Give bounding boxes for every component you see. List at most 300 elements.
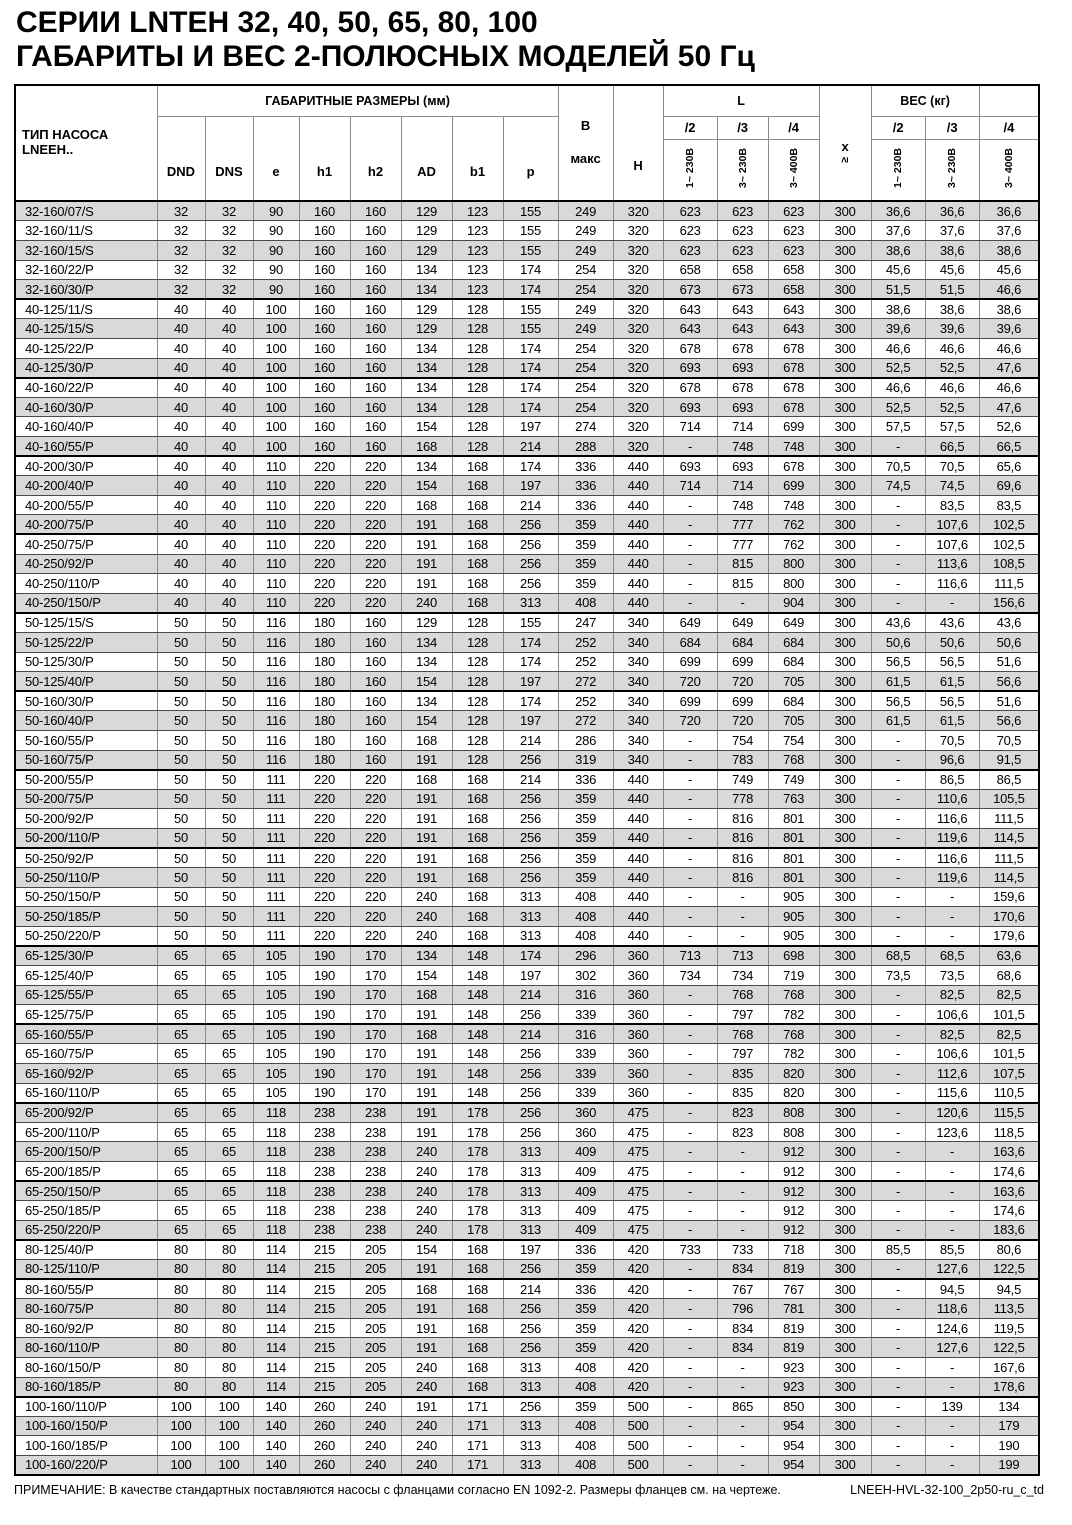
value-cell: 313 (503, 1357, 558, 1377)
value-cell: 50 (205, 770, 253, 790)
value-cell: 127,6 (925, 1338, 979, 1358)
value-cell: 313 (503, 1436, 558, 1456)
value-cell: 238 (299, 1122, 350, 1142)
value-cell: 249 (558, 221, 613, 241)
value-cell: - (871, 1318, 925, 1338)
value-cell: 116 (253, 632, 299, 652)
value-cell: 128 (452, 299, 503, 319)
value-cell: 65 (205, 1122, 253, 1142)
value-cell: 300 (819, 358, 871, 378)
value-cell: 128 (452, 652, 503, 672)
value-cell: 190 (299, 1083, 350, 1103)
table-row (15, 887, 1039, 907)
value-cell: - (663, 789, 717, 809)
value-cell: 114 (253, 1377, 299, 1397)
value-cell: 160 (350, 339, 401, 359)
value-cell: 220 (299, 926, 350, 946)
value-cell: 252 (558, 632, 613, 652)
value-cell: - (871, 515, 925, 535)
table-row (15, 1318, 1039, 1338)
value-cell: 240 (401, 887, 452, 907)
value-cell: 32 (205, 241, 253, 261)
value-cell: 118,5 (979, 1122, 1039, 1142)
value-cell: 286 (558, 730, 613, 750)
col-header-h1: h1 (299, 117, 350, 202)
value-cell: 112,6 (925, 1064, 979, 1084)
value-cell: 205 (350, 1338, 401, 1358)
value-cell: 819 (768, 1318, 819, 1338)
value-cell: 360 (558, 1103, 613, 1123)
value-cell: 140 (253, 1436, 299, 1456)
table-row (15, 358, 1039, 378)
value-cell: 148 (452, 966, 503, 986)
value-cell: 106,6 (925, 1005, 979, 1025)
value-cell: 336 (558, 456, 613, 476)
value-cell: 339 (558, 1083, 613, 1103)
value-cell: 313 (503, 1416, 558, 1436)
value-cell: 40 (157, 515, 205, 535)
value-cell: 134 (979, 1397, 1039, 1417)
pump-model-cell: 65-125/55/P (15, 985, 157, 1005)
value-cell: 160 (299, 241, 350, 261)
value-cell: 768 (768, 1024, 819, 1044)
value-cell: 313 (503, 926, 558, 946)
value-cell: 40 (157, 476, 205, 496)
value-cell: 80 (157, 1377, 205, 1397)
value-cell: 110 (253, 476, 299, 496)
value-cell: 105 (253, 985, 299, 1005)
value-cell: 254 (558, 260, 613, 280)
value-cell: - (871, 770, 925, 790)
value-cell: 699 (663, 652, 717, 672)
value-cell: - (663, 1259, 717, 1279)
value-cell: 65 (157, 1083, 205, 1103)
value-cell: 300 (819, 770, 871, 790)
weight-phase-3-400: 3~ 400В (979, 140, 1039, 202)
value-cell: 168 (452, 593, 503, 613)
pump-model-cell: 40-125/15/S (15, 319, 157, 339)
value-cell: 80 (205, 1318, 253, 1338)
value-cell: 320 (613, 280, 663, 300)
value-cell: 783 (717, 750, 768, 770)
value-cell: 256 (503, 515, 558, 535)
value-cell: 174 (503, 358, 558, 378)
value-cell: 50 (205, 926, 253, 946)
value-cell: 359 (558, 554, 613, 574)
pump-model-cell: 40-250/92/P (15, 554, 157, 574)
value-cell: - (663, 1397, 717, 1417)
pump-model-cell: 50-250/110/P (15, 868, 157, 888)
value-cell: 40 (157, 437, 205, 457)
value-cell: 168 (452, 848, 503, 868)
value-cell: 90 (253, 221, 299, 241)
value-cell: 168 (452, 1240, 503, 1260)
value-cell: 658 (768, 280, 819, 300)
value-cell: 45,6 (925, 260, 979, 280)
value-cell: 678 (768, 397, 819, 417)
value-cell: 313 (503, 887, 558, 907)
value-cell: 178 (452, 1122, 503, 1142)
value-cell: 65 (205, 1142, 253, 1162)
value-cell: 420 (613, 1338, 663, 1358)
value-cell: 154 (401, 417, 452, 437)
value-cell: 778 (717, 789, 768, 809)
value-cell: - (925, 1220, 979, 1240)
value-cell: 905 (768, 926, 819, 946)
value-cell: 777 (717, 515, 768, 535)
value-cell: 170 (350, 1005, 401, 1025)
value-cell: 82,5 (979, 985, 1039, 1005)
value-cell: - (871, 985, 925, 1005)
table-row (15, 1455, 1039, 1475)
value-cell: 160 (350, 652, 401, 672)
value-cell: 215 (299, 1240, 350, 1260)
value-cell: 50 (157, 848, 205, 868)
value-cell: 300 (819, 1397, 871, 1417)
value-cell: 316 (558, 985, 613, 1005)
value-cell: 767 (717, 1279, 768, 1299)
value-cell: 440 (613, 887, 663, 907)
value-cell: 111,5 (979, 574, 1039, 594)
pump-model-cell: 80-160/110/P (15, 1338, 157, 1358)
value-cell: 643 (717, 319, 768, 339)
table-row (15, 1161, 1039, 1181)
value-cell: 500 (613, 1436, 663, 1456)
value-cell: 256 (503, 1005, 558, 1025)
value-cell: 300 (819, 241, 871, 261)
value-cell: 102,5 (979, 534, 1039, 554)
value-cell: 191 (401, 1338, 452, 1358)
value-cell: 191 (401, 515, 452, 535)
value-cell: 160 (299, 221, 350, 241)
value-cell: 40 (157, 554, 205, 574)
value-cell: 36,6 (871, 201, 925, 221)
value-cell: 170 (350, 985, 401, 1005)
value-cell: - (871, 1122, 925, 1142)
pump-model-cell: 80-125/110/P (15, 1259, 157, 1279)
value-cell: 240 (401, 1436, 452, 1456)
value-cell: 179,6 (979, 926, 1039, 946)
value-cell: 38,6 (871, 241, 925, 261)
value-cell: 300 (819, 1436, 871, 1456)
value-cell: 754 (717, 730, 768, 750)
value-cell: 123 (452, 221, 503, 241)
value-cell: 684 (768, 632, 819, 652)
value-cell: 32 (157, 201, 205, 221)
value-cell: 160 (350, 711, 401, 731)
value-cell: - (871, 1024, 925, 1044)
value-cell: 134 (401, 378, 452, 398)
value-cell: 65 (205, 1005, 253, 1025)
l-sub-3: /3 (717, 117, 768, 140)
value-cell: 440 (613, 789, 663, 809)
value-cell: 82,5 (925, 1024, 979, 1044)
value-cell: 320 (613, 319, 663, 339)
value-cell: 50 (157, 750, 205, 770)
value-cell: 409 (558, 1142, 613, 1162)
value-cell: 420 (613, 1240, 663, 1260)
value-cell: 116 (253, 652, 299, 672)
value-cell: 168 (452, 1299, 503, 1319)
value-cell: 409 (558, 1220, 613, 1240)
value-cell: 197 (503, 417, 558, 437)
value-cell: 359 (558, 809, 613, 829)
value-cell: 797 (717, 1005, 768, 1025)
value-cell: 32 (157, 221, 205, 241)
value-cell: - (871, 1201, 925, 1221)
value-cell: 168 (452, 515, 503, 535)
value-cell: 699 (768, 476, 819, 496)
value-cell: 168 (452, 789, 503, 809)
value-cell: 678 (717, 378, 768, 398)
value-cell: 107,5 (979, 1064, 1039, 1084)
value-cell: 50 (157, 613, 205, 633)
pump-type-header: ТИП НАСОСА LNEEH.. (15, 85, 157, 201)
pump-model-cell: 50-160/40/P (15, 711, 157, 731)
value-cell: 120,6 (925, 1103, 979, 1123)
value-cell: 134 (401, 691, 452, 711)
value-cell: 110,6 (925, 789, 979, 809)
value-cell: 110,5 (979, 1083, 1039, 1103)
value-cell: 649 (717, 613, 768, 633)
value-cell: 254 (558, 358, 613, 378)
value-cell: 180 (299, 672, 350, 692)
value-cell: 116 (253, 691, 299, 711)
value-cell: - (717, 593, 768, 613)
value-cell: 40 (157, 319, 205, 339)
pump-model-cell: 32-160/15/S (15, 241, 157, 261)
value-cell: - (663, 868, 717, 888)
value-cell: 905 (768, 907, 819, 927)
value-cell: - (663, 848, 717, 868)
value-cell: 340 (613, 672, 663, 692)
value-cell: 111 (253, 809, 299, 829)
value-cell: 313 (503, 593, 558, 613)
value-cell: 336 (558, 476, 613, 496)
value-cell: 191 (401, 574, 452, 594)
value-cell: 139 (925, 1397, 979, 1417)
value-cell: 240 (401, 1416, 452, 1436)
value-cell: - (663, 1064, 717, 1084)
value-cell: 316 (558, 1024, 613, 1044)
value-cell: 160 (299, 299, 350, 319)
value-cell: 129 (401, 319, 452, 339)
value-cell: 823 (717, 1103, 768, 1123)
value-cell: 320 (613, 397, 663, 417)
value-cell: 160 (350, 260, 401, 280)
table-row (15, 868, 1039, 888)
value-cell: 678 (663, 378, 717, 398)
x-header-label: x (841, 139, 849, 155)
value-cell: 440 (613, 456, 663, 476)
value-cell: 408 (558, 1416, 613, 1436)
value-cell: - (663, 1181, 717, 1201)
value-cell: 119,6 (925, 828, 979, 848)
value-cell: - (871, 1455, 925, 1475)
value-cell: 256 (503, 1083, 558, 1103)
value-cell: 693 (663, 358, 717, 378)
table-row (15, 1357, 1039, 1377)
pump-model-cell: 32-160/30/P (15, 280, 157, 300)
value-cell: - (871, 1416, 925, 1436)
value-cell: 38,6 (871, 299, 925, 319)
value-cell: 50 (205, 750, 253, 770)
pump-model-cell: 40-160/22/P (15, 378, 157, 398)
value-cell: 56,6 (979, 711, 1039, 731)
value-cell: 148 (452, 1005, 503, 1025)
value-cell: 90 (253, 201, 299, 221)
value-cell: 300 (819, 1064, 871, 1084)
value-cell: 168 (452, 770, 503, 790)
value-cell: 197 (503, 1240, 558, 1260)
value-cell: 440 (613, 770, 663, 790)
value-cell: 40 (205, 378, 253, 398)
value-cell: 340 (613, 711, 663, 731)
value-cell: - (871, 1377, 925, 1397)
value-cell: 238 (350, 1201, 401, 1221)
value-cell: - (925, 593, 979, 613)
value-cell: - (871, 750, 925, 770)
value-cell: 360 (613, 1005, 663, 1025)
value-cell: 168 (401, 770, 452, 790)
value-cell: 128 (452, 613, 503, 633)
value-cell: 300 (819, 1318, 871, 1338)
value-cell: 116,6 (925, 574, 979, 594)
value-cell: 116,6 (925, 848, 979, 868)
value-cell: 300 (819, 652, 871, 672)
value-cell: 40 (205, 515, 253, 535)
value-cell: 70,5 (871, 456, 925, 476)
value-cell: 50 (205, 907, 253, 927)
value-cell: 191 (401, 1299, 452, 1319)
value-cell: 74,5 (925, 476, 979, 496)
value-cell: 720 (663, 711, 717, 731)
weight-phase-1-230: 1~ 230В (871, 140, 925, 202)
value-cell: 673 (717, 280, 768, 300)
value-cell: 128 (452, 417, 503, 437)
value-cell: - (717, 1142, 768, 1162)
pump-model-cell: 40-200/30/P (15, 456, 157, 476)
value-cell: 238 (350, 1122, 401, 1142)
value-cell: 254 (558, 397, 613, 417)
value-cell: - (717, 907, 768, 927)
value-cell: 623 (768, 241, 819, 261)
value-cell: 256 (503, 750, 558, 770)
value-cell: 118 (253, 1181, 299, 1201)
value-cell: 238 (350, 1161, 401, 1181)
value-cell: - (871, 1005, 925, 1025)
value-cell: 50 (205, 868, 253, 888)
table-row (15, 1024, 1039, 1044)
value-cell: 300 (819, 299, 871, 319)
value-cell: 52,5 (871, 397, 925, 417)
value-cell: 823 (717, 1122, 768, 1142)
value-cell: 238 (350, 1220, 401, 1240)
value-cell: 65 (157, 1220, 205, 1240)
value-cell: 336 (558, 770, 613, 790)
value-cell: 180 (299, 652, 350, 672)
value-cell: 214 (503, 495, 558, 515)
value-cell: 300 (819, 417, 871, 437)
value-cell: 111 (253, 907, 299, 927)
pump-model-cell: 65-250/185/P (15, 1201, 157, 1221)
value-cell: 300 (819, 1357, 871, 1377)
value-cell: 718 (768, 1240, 819, 1260)
value-cell: 340 (613, 632, 663, 652)
value-cell: 220 (350, 515, 401, 535)
value-cell: - (871, 1103, 925, 1123)
value-cell: 256 (503, 1122, 558, 1142)
value-cell: 155 (503, 221, 558, 241)
value-cell: 220 (299, 456, 350, 476)
value-cell: 65 (205, 985, 253, 1005)
table-row (15, 1201, 1039, 1221)
table-row (15, 574, 1039, 594)
value-cell: 300 (819, 495, 871, 515)
value-cell: 51,5 (871, 280, 925, 300)
pump-model-cell: 100-160/220/P (15, 1455, 157, 1475)
value-cell: 113,5 (979, 1299, 1039, 1319)
value-cell: 80 (205, 1377, 253, 1397)
value-cell: 300 (819, 868, 871, 888)
value-cell: 80 (157, 1357, 205, 1377)
h-header: H (613, 85, 663, 201)
value-cell: 623 (768, 201, 819, 221)
value-cell: 714 (717, 476, 768, 496)
value-cell: 240 (401, 1181, 452, 1201)
value-cell: 180 (299, 730, 350, 750)
value-cell: 50 (157, 672, 205, 692)
pump-model-cell: 40-160/55/P (15, 437, 157, 457)
value-cell: 191 (401, 1259, 452, 1279)
value-cell: 114 (253, 1318, 299, 1338)
value-cell: - (717, 1377, 768, 1397)
value-cell: 160 (299, 437, 350, 457)
value-cell: 36,6 (979, 201, 1039, 221)
value-cell: 272 (558, 711, 613, 731)
value-cell: 300 (819, 828, 871, 848)
value-cell: 815 (717, 574, 768, 594)
value-cell: 40 (205, 593, 253, 613)
value-cell: 816 (717, 828, 768, 848)
pump-model-cell: 40-250/75/P (15, 534, 157, 554)
table-row (15, 260, 1039, 280)
value-cell: 160 (350, 378, 401, 398)
value-cell: 191 (401, 789, 452, 809)
value-cell: 110 (253, 495, 299, 515)
value-cell: - (663, 495, 717, 515)
value-cell: - (871, 1161, 925, 1181)
value-cell: 420 (613, 1377, 663, 1397)
value-cell: 782 (768, 1005, 819, 1025)
value-cell: 40 (157, 593, 205, 613)
value-cell: 52,5 (925, 397, 979, 417)
value-cell: 763 (768, 789, 819, 809)
value-cell: 678 (768, 339, 819, 359)
value-cell: 240 (401, 1455, 452, 1475)
value-cell: 80 (205, 1357, 253, 1377)
value-cell: - (871, 437, 925, 457)
value-cell: 240 (401, 907, 452, 927)
value-cell: 215 (299, 1318, 350, 1338)
value-cell: 313 (503, 907, 558, 927)
value-cell: 220 (299, 828, 350, 848)
value-cell: 440 (613, 495, 663, 515)
pump-model-cell: 50-160/75/P (15, 750, 157, 770)
value-cell: 240 (401, 1201, 452, 1221)
value-cell: 300 (819, 476, 871, 496)
value-cell: 797 (717, 1044, 768, 1064)
